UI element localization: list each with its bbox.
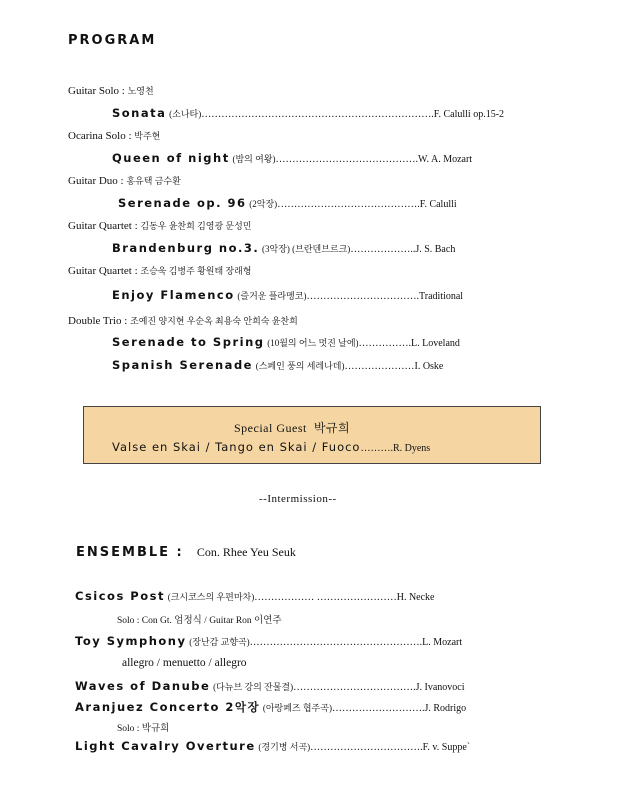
- composer: J. Ivanovoci: [415, 682, 465, 693]
- dot-leader: ……………………….: [331, 703, 425, 714]
- piece-line: [112, 288, 463, 302]
- ensemble-type: Guitar Solo :: [68, 85, 125, 97]
- performer-line: [68, 129, 160, 142]
- piece-movements: allegro / menuetto / allegro: [122, 657, 247, 669]
- piece-title: Brandenburg no.3.: [112, 241, 260, 255]
- piece-title: Serenade to Spring: [112, 335, 265, 349]
- piece-note: Solo : Con Gt. 엄정식 / Guitar Ron 이연주: [117, 616, 282, 626]
- composer: L. Loveland: [411, 338, 460, 349]
- performer-names: 노영천: [127, 86, 154, 96]
- performer-names: 홍유택 금수환: [126, 176, 181, 186]
- composer: F. v. Suppe`: [422, 742, 471, 753]
- dot-leader: …………………………………….: [277, 199, 420, 210]
- ensemble-type: Double Trio :: [68, 315, 128, 327]
- piece-subtitle: (경기병 서곡): [258, 742, 311, 752]
- ensemble-type: Ocarina Solo :: [68, 130, 132, 142]
- piece-title: Aranjuez Concerto 2악장: [75, 700, 261, 714]
- dot-leader: …………………: [344, 361, 415, 372]
- composer: L. Mozart: [422, 637, 463, 648]
- piece-line: [112, 106, 504, 120]
- ensemble-title: ENSEMBLE :: [76, 545, 184, 560]
- dot-leader: …………………………………….: [275, 154, 418, 165]
- ensemble-heading: [76, 545, 296, 560]
- piece-line: [112, 151, 472, 165]
- piece-title: Light Cavalry Overture: [75, 739, 256, 753]
- dot-leader: ………………..: [350, 244, 416, 255]
- ensemble-type: Guitar Quartet :: [68, 265, 138, 277]
- ensemble-type: Guitar Quartet :: [68, 220, 138, 232]
- special-guest-pieces: Valse en Skai / Tango en Skai / Fuoco: [112, 440, 361, 454]
- piece-subtitle: (즐거운 플라멩코): [237, 291, 307, 301]
- piece-line: [75, 634, 462, 648]
- intermission-label: --Intermission--: [259, 493, 337, 505]
- special-guest-name: 박규희: [313, 421, 351, 435]
- dot-leader: ……….: [360, 443, 393, 454]
- piece-line: [112, 335, 460, 349]
- piece-title: Enjoy Flamenco: [112, 288, 235, 302]
- performer-line: [68, 264, 252, 277]
- composer: W. A. Mozart: [418, 154, 473, 165]
- composer: F. Calulli: [419, 199, 457, 210]
- piece-title: Spanish Serenade: [112, 358, 253, 372]
- performer-line: [68, 84, 154, 97]
- ensemble-type: Guitar Duo :: [68, 175, 124, 187]
- piece-subtitle: (3악장) (브란덴브르크): [262, 244, 351, 254]
- special-guest-label: Special Guest: [234, 421, 307, 435]
- dot-leader: …………………………….: [310, 742, 423, 753]
- piece-title: Serenade op. 96: [118, 196, 247, 210]
- piece-line: [118, 196, 457, 210]
- dot-leader: …………………………….: [306, 291, 419, 302]
- performer-names: 박주현: [134, 131, 161, 141]
- piece-subtitle: (크시코스의 우편마차): [167, 592, 255, 602]
- piece-title: Sonata: [112, 106, 167, 120]
- piece-title: Waves of Danube: [75, 679, 211, 693]
- piece-title: Queen of night: [112, 151, 230, 165]
- special-guest-piece-line: [112, 440, 430, 454]
- piece-title: Csicos Post: [75, 589, 165, 603]
- performer-names: 조승욱 김병주 황원태 장래형: [140, 266, 252, 276]
- program-heading: PROGRAM: [68, 33, 157, 48]
- piece-subtitle: (장난감 교향곡): [189, 637, 250, 647]
- piece-subtitle: (10월의 어느 멋진 날에): [267, 338, 359, 348]
- piece-subtitle: (밤의 여왕): [232, 154, 276, 164]
- composer: H. Necke: [396, 592, 435, 603]
- composer: F. Calulli op.15-2: [433, 109, 505, 120]
- composer: R. Dyens: [392, 443, 431, 454]
- piece-line: [112, 241, 455, 255]
- performer-names: 조예진 양지현 우순옥 최용숙 안희숙 윤찬희: [130, 316, 298, 326]
- piece-subtitle: (2악장): [249, 199, 278, 209]
- performer-line: [68, 174, 181, 187]
- piece-line: [75, 679, 465, 693]
- piece-title: Toy Symphony: [75, 634, 187, 648]
- piece-subtitle: (스페인 풍의 세레나데): [255, 361, 345, 371]
- dot-leader: ……………………………….: [293, 682, 416, 693]
- dot-leader: …………………………………………………………….: [201, 109, 434, 120]
- conductor-name: Con. Rhee Yeu Seuk: [196, 545, 296, 559]
- piece-subtitle: (소나타): [169, 109, 202, 119]
- dot-leader: …………………………………………….: [249, 637, 423, 648]
- piece-line: [75, 699, 466, 715]
- performer-line: [68, 314, 298, 327]
- piece-line: [75, 589, 434, 603]
- performer-names: 김동우 윤찬희 김영광 문성민: [140, 221, 252, 231]
- piece-subtitle: (아랑페즈 협주곡): [262, 703, 332, 713]
- performer-line: [68, 219, 252, 232]
- composer: J. S. Bach: [415, 244, 456, 255]
- dot-leader: …………….: [358, 338, 412, 349]
- piece-line: [75, 739, 470, 753]
- composer: Traditional: [419, 291, 464, 302]
- special-guest-title: [234, 419, 350, 436]
- composer: I. Oske: [414, 361, 444, 372]
- composer: J. Rodrigo: [424, 703, 467, 714]
- piece-subtitle: (다뉴브 강의 잔물결): [213, 682, 294, 692]
- piece-note: Solo : 박규희: [117, 724, 170, 734]
- dot-leader: ……………… ……………………: [254, 592, 397, 603]
- piece-line: [112, 358, 443, 372]
- special-guest-box: [83, 406, 541, 464]
